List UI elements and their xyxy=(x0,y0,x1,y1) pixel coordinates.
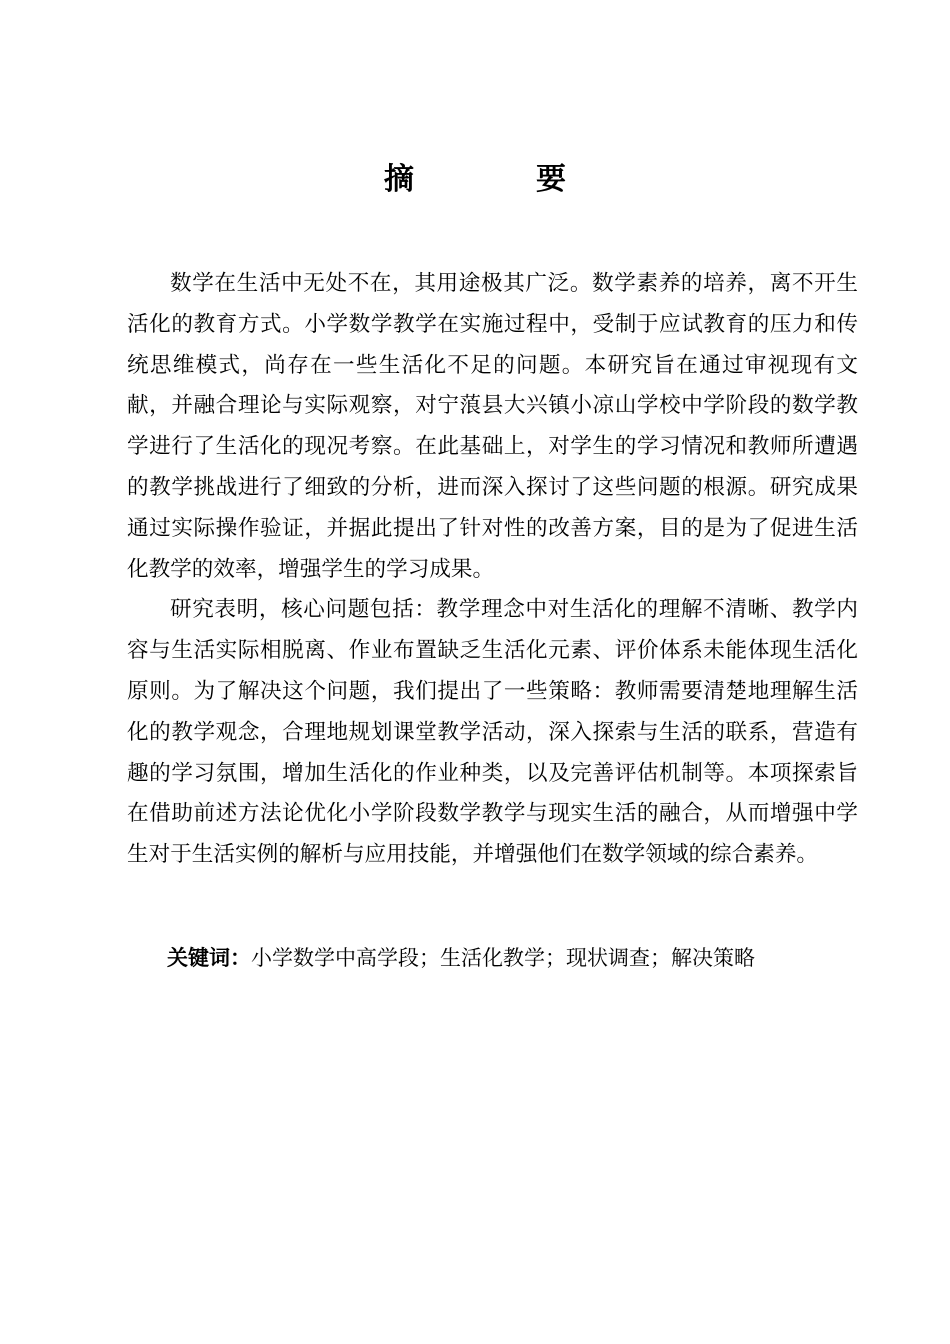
abstract-paragraph-2: 研究表明，核心问题包括：教学理念中对生活化的理解不清晰、教学内容与生活实际相脱离、作业布置缺乏生活化元素、评价体系未能体现生活化原则。为了解决这个问题，我们提出了一些策略：教师需要清楚地理解生活化的教学观念，合理地规划课堂教学活动，深入探索与生活的联系，营造有趣的学习氛围，增加生活化的作业种类，以及完善评估机制等。本项探索旨在借助前述方法论优化小学阶段数学教学与现实生活的融合，从而增强中学生对于生活实例的解析与应用技能，并增强他们在数学领域的综合素养。 xyxy=(127,597,858,868)
abstract-body xyxy=(127,264,858,876)
page-title: 摘 要 xyxy=(384,162,612,197)
keywords-label: 关键词： xyxy=(167,946,251,970)
abstract-paragraph-1: 数学在生活中无处不在，其用途极其广泛。数学素养的培养，离不开生活化的教育方式。小学数学教学在实施过程中，受制于应试教育的压力和传统思维模式，尚存在一些生活化不足的问题。本研究旨在通过审视现有文献，并融合理论与实际观察，对宁蒗县大兴镇小凉山学校中学阶段的数学教学进行了生活化的现况考察。在此基础上，对学生的学习情况和教师所遭遇的教学挑战进行了细致的分析，进而深入探讨了这些问题的根源。研究成果通过实际操作验证，并据此提出了针对性的改善方案，目的是为了促进生活化教学的效率，增强学生的学习成果。 xyxy=(127,271,858,582)
keywords-line xyxy=(127,938,858,978)
keywords-text: 小学数学中高学段；生活化教学；现状调查；解决策略 xyxy=(251,946,755,970)
